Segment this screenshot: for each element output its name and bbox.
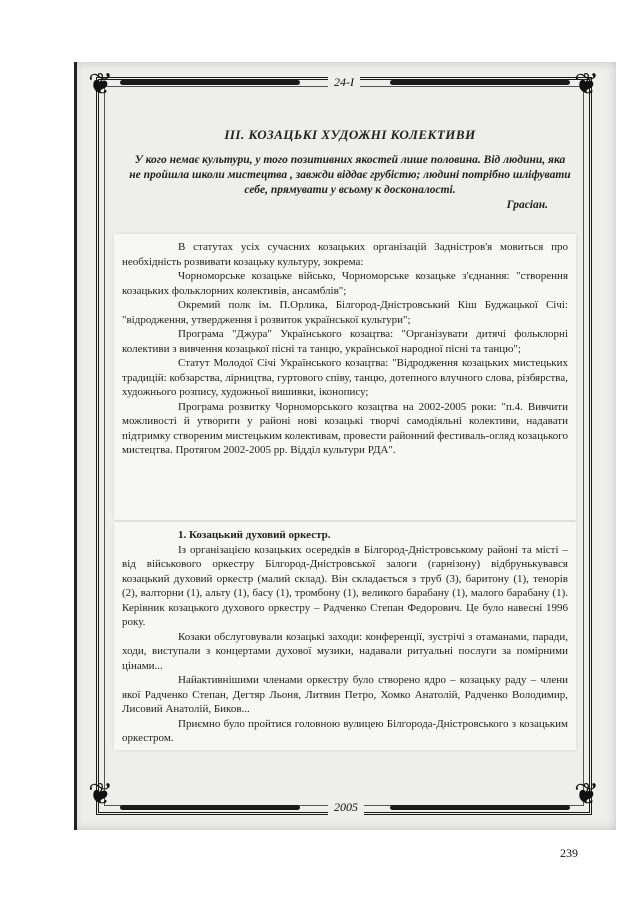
corner-ornament-top-right: ❦ [574, 68, 600, 101]
paragraph: Із організацією козацьких осередків в Білгород-Дністровському районі та місті – від військового оркестру Білгород-Дністровської залоги (гарнізону) відбрунькувався козацький духовий оркестр (малий склад). Він складається з труб (3), баритону (1), тенорів (2), валторни (1), альту (1), басу (1), тромбону (1), великого барабану (1), малого барабану (1). Керівник козацького духового оркестру – Радченко Степан Федорович. Це було навесні 1996 року. [122, 543, 568, 628]
scan-edge [74, 62, 77, 830]
epigraph-text: У кого немає культури, у того позитивних якостей лише половина. Від людини, яка не пройшла школи мистецтва , завжди віддає грубістю; людині потрібно шліфувати себе, прямувати у всьому к досконалості. [129, 154, 571, 196]
bottom-ornament-bar-right [390, 805, 570, 810]
epigraph [128, 153, 572, 213]
paragraph: Програма "Джура" Українського козацтва: "Організувати дитячі фольклорні колективи з вивчення козацької пісні та танцю, української народної пісні та танцю"; [122, 328, 568, 355]
top-ornament-bar-left [120, 80, 300, 85]
top-page-marker: 24-I [328, 75, 360, 90]
orchestra-block [114, 522, 576, 750]
top-ornament-bar-right [390, 80, 570, 85]
subsection-heading: 1. Козацький духовий оркестр. [178, 529, 331, 541]
paragraph: Програма розвитку Чорноморського козацтва на 2002-2005 роки: "п.4. Вивчити можливості й утворити у районі нові козацькі творчі самодіяльні колективи, надавати підтримку створеним мистецьким колективам, провести районний фестиваль-огляд козацького мистецтва. Протягом 2002-2005 рр. Відділ культури РДА". [122, 400, 568, 456]
epigraph-author: Грасіан. [506, 199, 548, 211]
paragraph: В статутах усіх сучасних козацьких організацій Задністров'я мовиться про необхідність розвивати козацьку культуру, зокрема: [122, 241, 568, 268]
paragraph: Найактивнішими членами оркестру було створено ядро – козацьку раду – члени якої Радченко Степан, Дегтяр Льоня, Литвин Петро, Хомко Анатолій, Радченко Володимир, Лисовий Анатолій, Биков... [122, 674, 568, 715]
page-number: 239 [560, 846, 578, 860]
paragraph: Чорноморське козацьке військо, Чорноморське козацьке з'єднання: "створення козацьких фольклорних колективів, ансамблів"; [122, 270, 568, 297]
bottom-year-marker: 2005 [328, 800, 364, 815]
statutes-block [114, 234, 576, 520]
section-heading: III. КОЗАЦЬКІ ХУДОЖНІ КОЛЕКТИВИ [224, 127, 476, 142]
paragraph: Приємно було пройтися головною вулицею Білгорода-Дністровського з козацьким оркестром. [122, 717, 568, 744]
bottom-ornament-bar-left [120, 805, 300, 810]
paragraph: Козаки обслуговували козацькі заходи: конференції, зустрічі з отаманами, паради, ходи, виступали з концертами духової музики, надавали ритуальні послуги за помірними цінами... [122, 630, 568, 672]
corner-ornament-top-left: ❦ [88, 68, 114, 101]
paragraph: Окремий полк ім. П.Орлика, Білгород-Дністровський Кіш Буджацької Січі: "відродження, утвердження і розвиток української культури"; [122, 299, 568, 326]
paragraph: Статут Молодої Січі Українського козацтва: "Відродження козацьких мистецьких традицій: кобзарства, лірництва, гуртового співу, танцю, дотепного влучного слова, різбярства, художнього розпису, художньої вишивки, іконопису; [122, 357, 568, 398]
corner-ornament-bottom-left: ❦ [88, 778, 114, 811]
corner-ornament-bottom-right: ❦ [574, 778, 600, 811]
